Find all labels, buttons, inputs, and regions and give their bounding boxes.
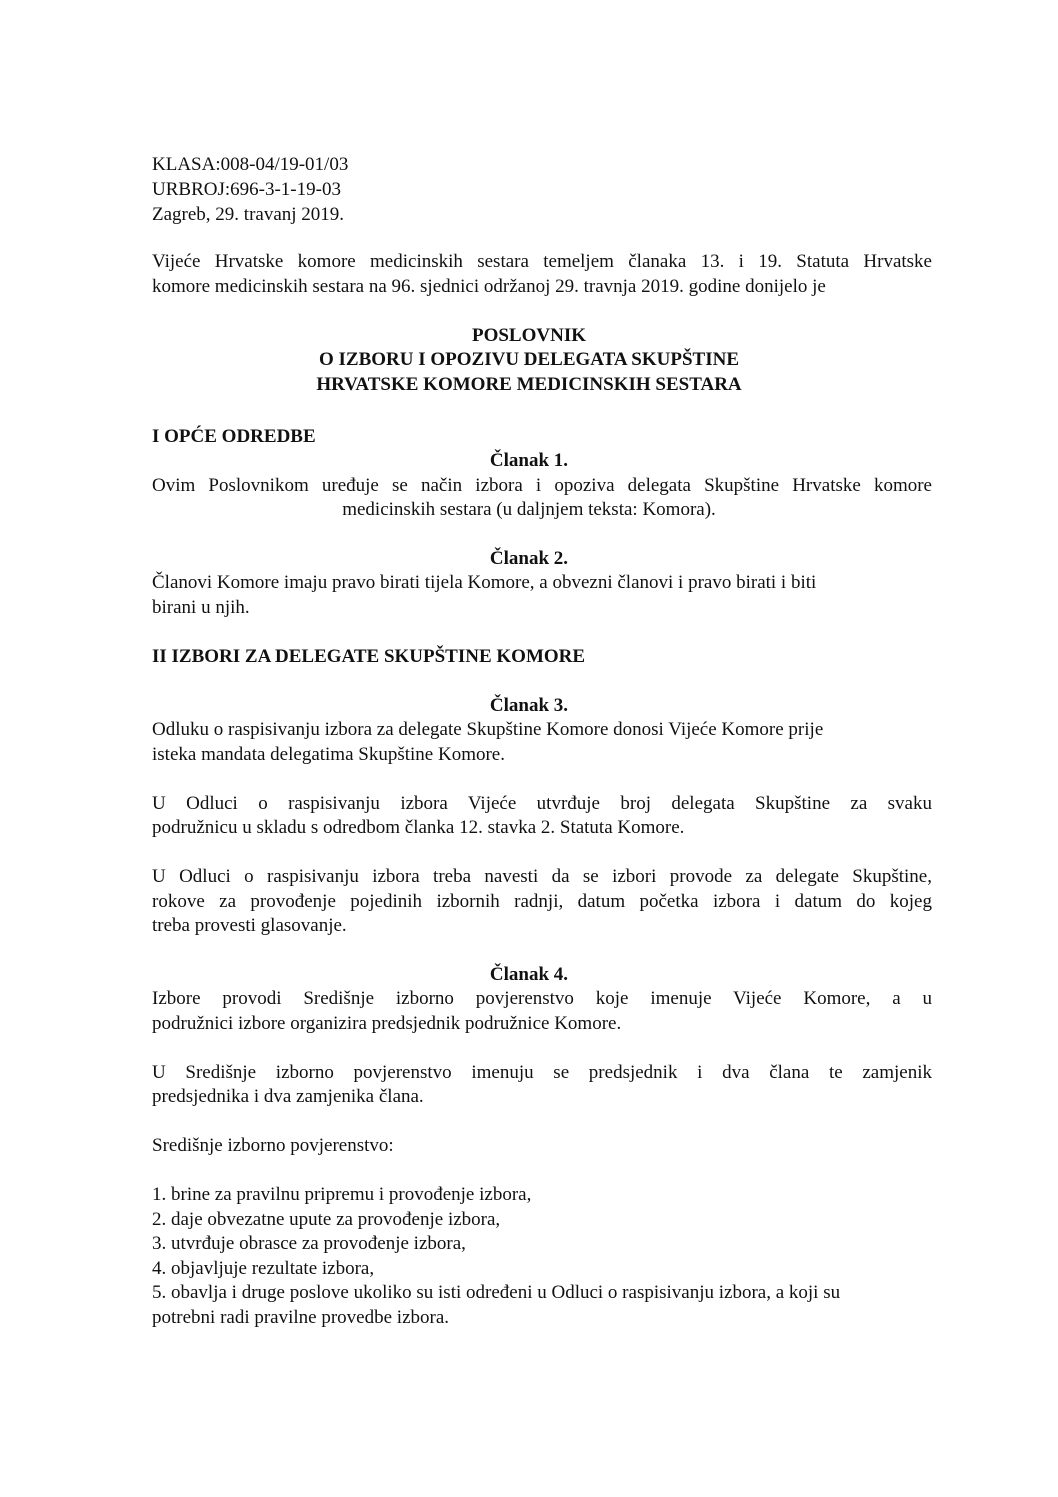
- article-4-heading: Članak 4.: [489, 964, 569, 985]
- article-4-p3: Središnje izborno povjerenstvo:: [152, 1135, 394, 1156]
- list-item: 4. objavljuje rezultate izbora,: [152, 1258, 375, 1279]
- list-item: 3. utvrđuje obrasce za provođenje izbora,: [152, 1233, 466, 1254]
- article-1-heading: Članak 1.: [489, 450, 569, 471]
- article-4-p1-line-1: Izbore provodi Središnje izborno povjerenstvo koje imenuje Vijeće Komore, a u: [152, 988, 932, 1009]
- list-item: 2. daje obvezatne upute za provođenje izbora,: [152, 1209, 501, 1230]
- document-title-3: HRVATSKE KOMORE MEDICINSKIH SESTARA: [316, 374, 742, 395]
- document-title-1: POSLOVNIK: [471, 325, 587, 346]
- article-3-p3-line-3: treba provesti glasovanje.: [152, 915, 347, 936]
- article-2-line-2: birani u njih.: [152, 597, 250, 618]
- article-3-p2-line-2: podružnicu u skladu s odredbom članka 12. stavka 2. Statuta Komore.: [152, 817, 685, 838]
- urbroj-line: URBROJ:696-3-1-19-03: [152, 179, 341, 200]
- document-title-2: O IZBORU I OPOZIVU DELEGATA SKUPŠTINE: [318, 349, 740, 370]
- article-4-p2-line-1: U Središnje izborno povjerenstvo imenuju se predsjednik i dva člana te zamjenik: [152, 1062, 932, 1083]
- article-3-p1-line-2: isteka mandata delegatima Skupštine Komore.: [152, 744, 505, 765]
- article-1-line-1: Ovim Poslovnikom uređuje se način izbora i opoziva delegata Skupštine Hrvatske komore: [152, 475, 932, 496]
- article-2-line-1: Članovi Komore imaju pravo birati tijela Komore, a obvezni članovi i pravo birati i biti: [152, 572, 817, 593]
- intro-line-2: komore medicinskih sestara na 96. sjednici održanoj 29. travnja 2019. godine donijelo je: [152, 276, 826, 297]
- section-heading-2: II IZBORI ZA DELEGATE SKUPŠTINE KOMORE: [152, 646, 586, 667]
- list-item-continuation: potrebni radi pravilne provedbe izbora.: [152, 1307, 450, 1328]
- list-item: 1. brine za pravilnu pripremu i provođenje izbora,: [152, 1184, 532, 1205]
- klasa-line: KLASA:008-04/19-01/03: [152, 154, 349, 175]
- article-3-heading: Članak 3.: [489, 695, 569, 716]
- article-3-p2-line-1: U Odluci o raspisivanju izbora Vijeće utvrđuje broj delegata Skupštine za svaku: [152, 793, 932, 814]
- date-line: Zagreb, 29. travanj 2019.: [152, 204, 345, 225]
- article-3-p1-line-1: Odluku o raspisivanju izbora za delegate Skupštine Komore donosi Vijeće Komore prije: [152, 719, 824, 740]
- article-3-p3-line-1: U Odluci o raspisivanju izbora treba navesti da se izbori provode za delegate Skupštine,: [152, 866, 932, 887]
- list-item: 5. obavlja i druge poslove ukoliko su isti određeni u Odluci o raspisivanju izbora, a koji su: [152, 1282, 841, 1303]
- article-3-p3-line-2: rokove za provođenje pojedinih izbornih radnji, datum početka izbora i datum do kojeg: [152, 891, 932, 912]
- article-4-p2-line-2: predsjednika i dva zamjenika člana.: [152, 1086, 424, 1107]
- article-2-heading: Članak 2.: [489, 548, 569, 569]
- section-heading-1: I OPĆE ODREDBE: [152, 426, 316, 447]
- article-4-p1-line-2: podružnici izbore organizira predsjednik podružnice Komore.: [152, 1013, 622, 1034]
- intro-line-1: Vijeće Hrvatske komore medicinskih sestara temeljem članaka 13. i 19. Statuta Hrvatske: [152, 251, 932, 272]
- article-1-line-2: medicinskih sestara (u daljnjem teksta: Komora).: [342, 499, 716, 520]
